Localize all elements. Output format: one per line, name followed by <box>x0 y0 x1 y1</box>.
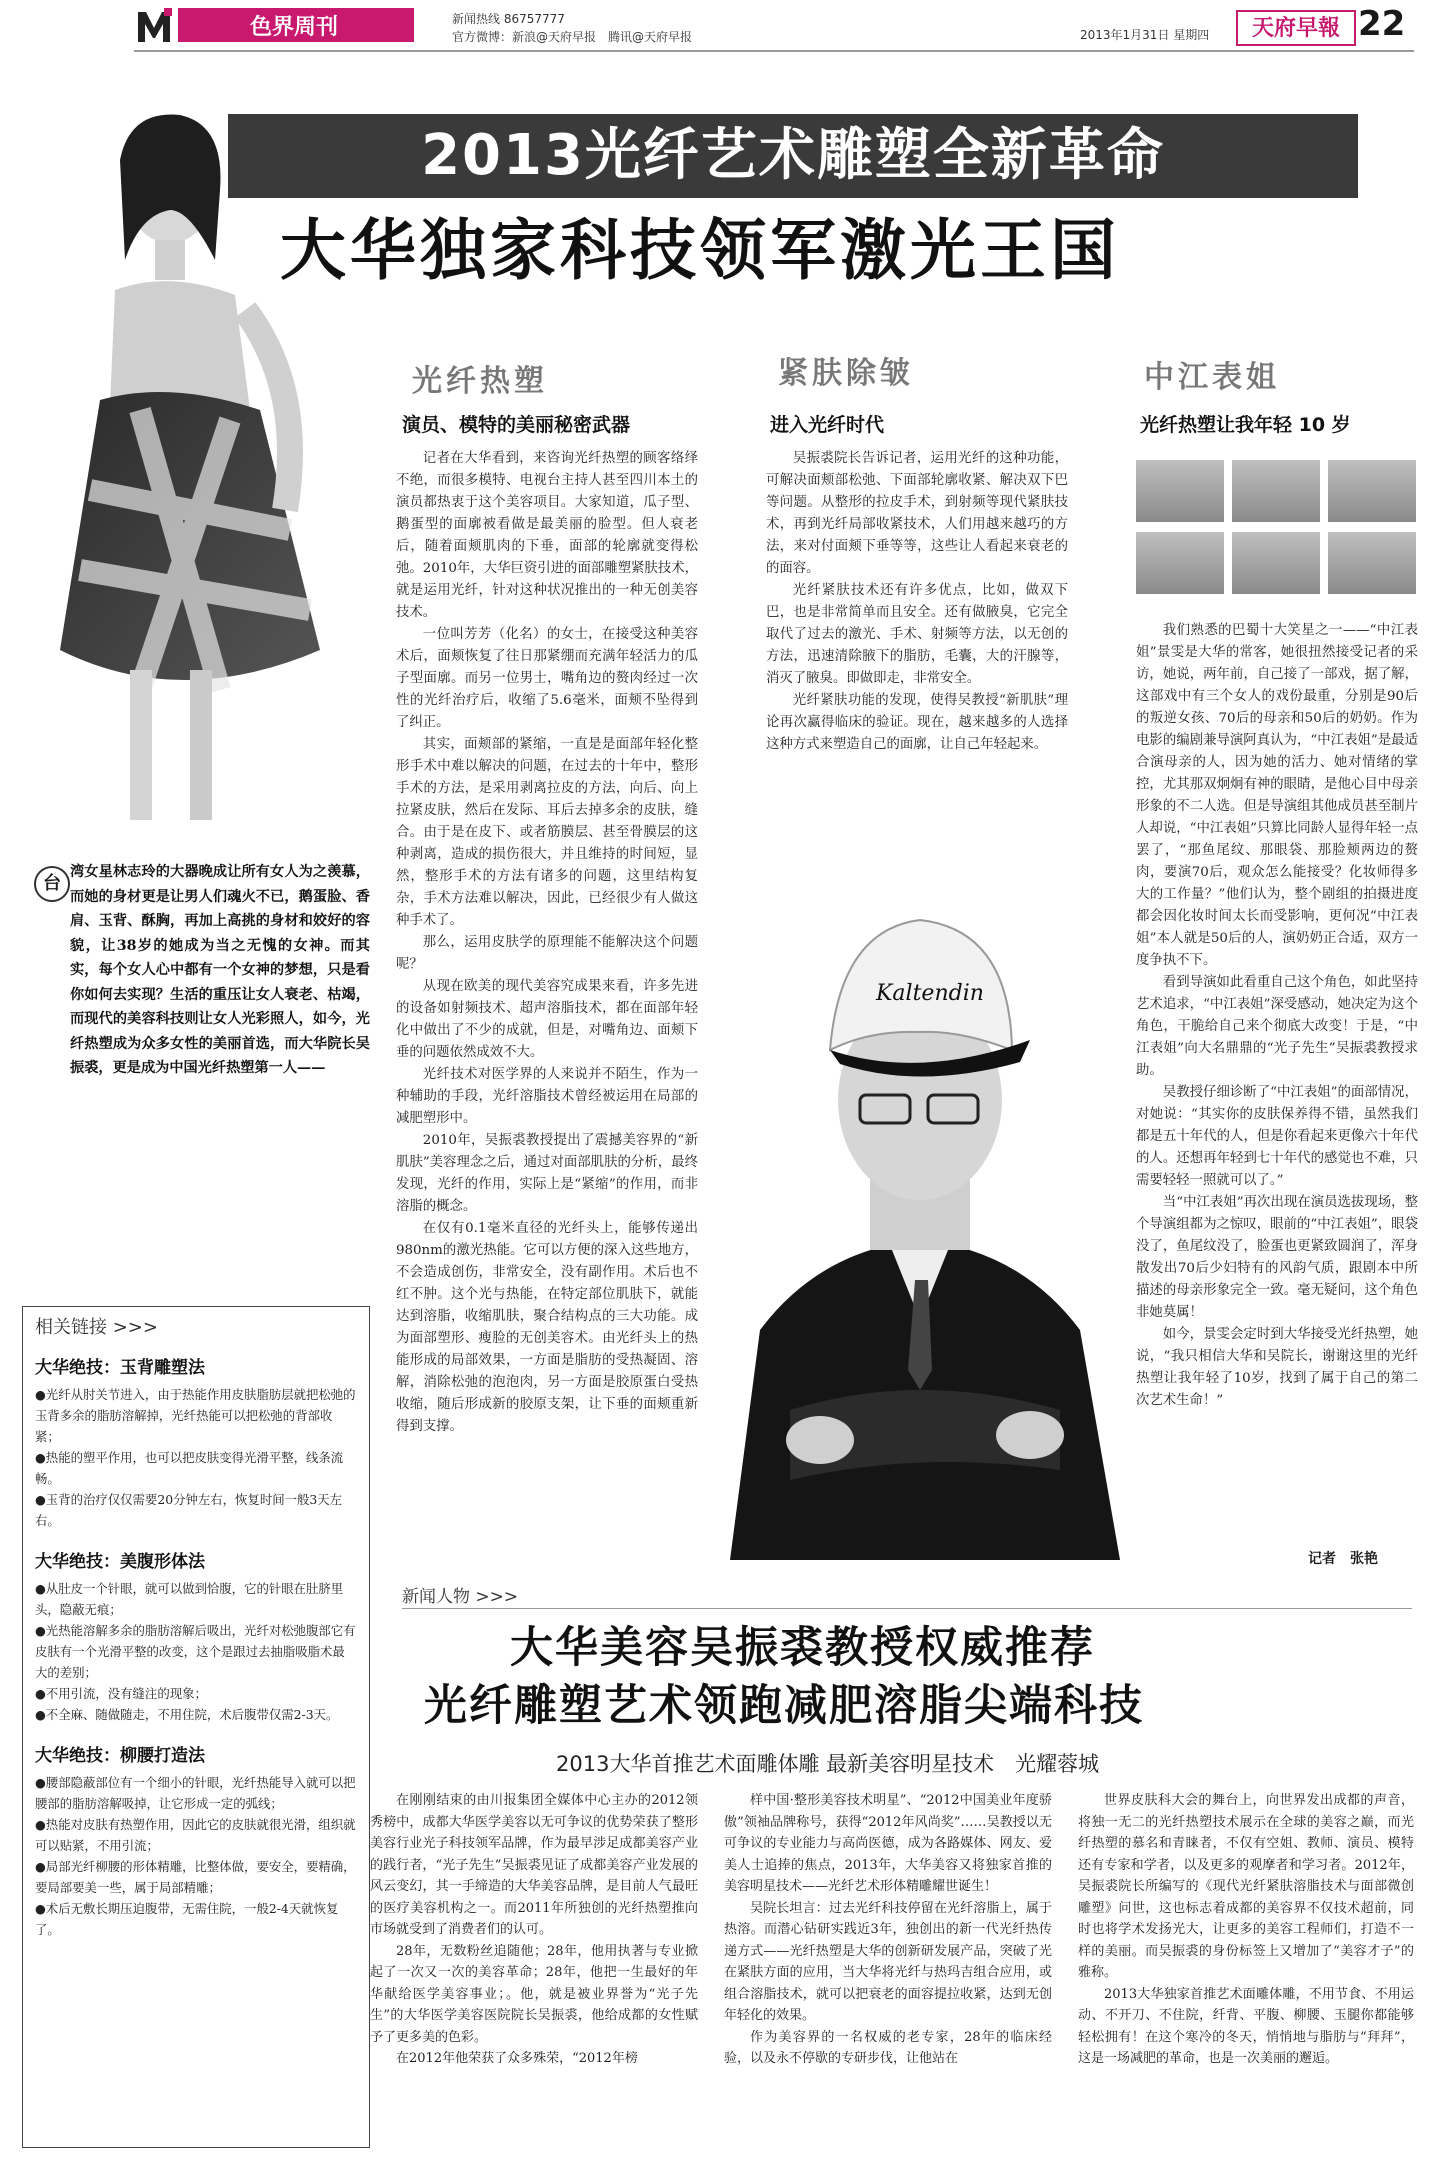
paragraph: 光纤紧肤技术还有许多优点，比如，做双下巴，也是非常简单而且安全。还有做腋臭，它完全取代了过去的激光、手术、射频等方法，以无创的方法，迅速清除腋下的脂肪，毛囊，大的汗腺等，消灭了腋臭。即做即走，非常安全。 <box>766 583 1068 686</box>
sidebar-spacer <box>35 1940 357 1950</box>
paper-masthead: 天府早報 <box>1236 10 1356 46</box>
news-rule <box>402 1608 1412 1609</box>
skin-photo <box>1328 532 1416 594</box>
sidebar-heading: 大华绝技：美腹形体法 <box>35 1552 205 1572</box>
sidebar-item: ●光热能溶解多余的脂肪溶解后吸出，光纤对松弛腹部它有皮肤有一个光滑平整的改变，这个是跟过去抽脂吸脂术最大的差别； <box>35 1623 356 1680</box>
news-col2 <box>724 1790 1052 2154</box>
sidebar-spacer <box>35 1531 357 1541</box>
sidebar-item: ●局部光纤柳腰的形体精雕，比整体做，要安全，要精确，要局部要美一些，属于局部精雕； <box>35 1859 356 1895</box>
paragraph: 其实，面颊部的紧缩，一直是是面部年轻化整形手术中难以解决的问题，在过去的十年中，整形手术的方法，是采用剥离拉皮的方法，向后、向上拉紧皮肤，然后在发际、耳后去掉多余的皮肤，缝合。由于是在皮下、或者筋膜层、甚至骨膜层的这种剥离，造成的损伤很大，并且维持的时间短，显然，整形手术的方法有诸多的问题，这里结构复杂，手术方法难以解决，因此，已经很少有人做这种手术了。 <box>396 737 698 928</box>
col2-kicker: 紧肤除皱 <box>778 356 914 391</box>
col2-subhead: 进入光纤时代 <box>770 414 885 436</box>
skin-photo <box>1232 532 1320 594</box>
portrait-photo <box>700 850 1140 1560</box>
news-col3 <box>1078 1790 1414 2154</box>
col1-subhead: 演员、模特的美丽秘密武器 <box>402 414 631 436</box>
paragraph: 如今，景雯会定时到大华接受光纤热塑，她说，“我只相信大华和吴院长，谢谢这里的光纤热塑让我年轻了10岁，找到了属于自己的第二次艺术生命！” <box>1136 1327 1418 1408</box>
sidebar-item: ●不全麻、随做随走，不用住院，术后腹带仅需2-3天。 <box>35 1707 339 1722</box>
paragraph: 世界皮肤科大会的舞台上，向世界发出成都的声音，将独一无二的光纤热塑技术展示在全球的美容之巅，而光纤热塑的慕名和青睐者，不仅有空姐、教师、演员、模特还有专家和学者，以及更多的观摩者和学习者。2012年，吴振裘院长所编写的《现代光纤紧肤溶脂技术与面部微创雕塑》问世，这也标志着成都的美容界不仅技术超前，同时也将学术发扬光大，让更多的美容工程师们，打造不一样的美丽。而吴振裘的身份标签上又增加了“美容才子”的雅称。 <box>1078 1793 1414 1980</box>
page-number: 22 <box>1358 4 1406 44</box>
col3-subhead: 光纤热塑让我年轻 10 岁 <box>1140 414 1351 436</box>
sidebar-spacer <box>35 1725 357 1735</box>
cap-logo-text: Kaltendin <box>876 981 984 1006</box>
caption-badge: 台 <box>34 866 70 902</box>
skin-photo <box>1136 532 1224 594</box>
col1-kicker: 光纤热塑 <box>412 364 548 399</box>
related-links-title: 相关链接 >>> <box>35 1317 158 1338</box>
header-rule <box>134 50 1414 52</box>
skin-photo <box>1328 460 1416 522</box>
paragraph: 吴振裘院长告诉记者，运用光纤的这种功能，可解决面颊部松弛、下面部轮廓收紧、解决双下巴等问题。从整形的拉皮手术，到射频等现代紧肤技术，再到光纤局部收紧技术，人们用越来越巧的方法，来对付面颊下垂等等，这些让人看起来衰老的的面容。 <box>766 451 1068 576</box>
main-headline: 2013光纤艺术雕塑全新革命 <box>228 114 1358 198</box>
sidebar-item: ●热能的塑平作用，也可以把皮肤变得光滑平整，线条流畅。 <box>35 1450 344 1486</box>
paragraph: 在刚刚结束的由川报集团全媒体中心主办的2012领秀榜中，成都大华医学美容以无可争议的优势荣获了整形美容行业光子科技领军品牌，作为最早涉足成都美容产业的践行者，“光子先生”吴振裘见证了成都美容产业发展的风云变幻，其一手缔造的大华美容品牌，是目前人气最旺的医疗美容机构之一。而2011年所独创的光纤热塑推向市场就受到了消费者们的认可。 <box>370 1793 698 1937</box>
paragraph: 2013大华独家首推艺术面雕体雕，不用节食、不用运动、不开刀、不住院，纤背、平腹、柳腰、玉腿你都能够轻松拥有！在这个寒冷的冬天，悄悄地与脂肪与“拜拜”，这是一场减肥的革命，也是一次美丽的邂逅。 <box>1078 1986 1414 2066</box>
sidebar-items <box>35 1772 357 1940</box>
skin-comparison-photos <box>1136 460 1418 600</box>
paragraph: 当“中江表姐”再次出现在演员选拔现场，整个导演组都为之惊叹，眼前的“中江表姐”，眼袋没了，鱼尾纹没了，脸蛋也更紧致圆润了，浑身散发出70后少妇特有的风韵气质，跟剧本中所描述的母亲形象完全一致。毫无疑问，这个角色非她莫属！ <box>1136 1195 1418 1320</box>
skin-photo <box>1136 460 1224 522</box>
skin-photo <box>1232 460 1320 522</box>
sidebar-item: ●热能对皮肤有热塑作用，因此它的皮肤就很光滑，组织就可以贴紧，不用引流； <box>35 1817 356 1853</box>
paragraph: 光纤紧肤功能的发现，使得吴教授“新肌肤”理论再次赢得临床的验证。现在，越来越多的人选择这种方式来塑造自己的面廓，让自己年轻起来。 <box>766 693 1068 752</box>
official-weibo: 官方微博：新浪@天府早报 腾讯@天府早报 <box>452 30 693 44</box>
paragraph: 28年，无数粉丝追随他；28年，他用执著与专业掀起了一次又一次的美容革命；28年，他把一生最好的年华献给医学美容事业；。他，就是被业界誉为“光子先生”的大华医学美容医院院长吴振裘，他给成都的女性赋予了更多美的色彩。 <box>370 1943 698 2045</box>
news-subheadline: 光纤雕塑艺术领跑减肥溶脂尖端科技 <box>424 1681 1144 1731</box>
sidebar-item: ●光纤从肘关节进入，由于热能作用皮肤脂肪层就把松弛的玉背多余的脂肪溶解掉，光纤热能可以把松弛的背部收紧； <box>35 1387 356 1444</box>
paragraph: 吴教授仔细诊断了“中江表姐”的面部情况，对她说：“其实你的皮肤保养得不错，虽然我们都是五十年代的人，但是你看起来更像六十年代的人。还想再年轻到七十年代的感觉也不难，只需要轻轻一照就可以了。” <box>1136 1085 1418 1188</box>
publisher-logo-icon <box>134 6 174 46</box>
col1-body <box>396 448 698 1578</box>
paragraph: 吴院长坦言：过去光纤科技停留在光纤溶脂上，属于热溶。而潜心钻研实践近3年，独创出的新一代光纤热传递方式——光纤热塑是大华的创新研发展产品，突破了光在紧肤方面的应用，当大华将光纤与热玛吉组合应用，或组合溶脂技术，就可以把衰老的面容提拉收紧，达到无创年轻化的效果。 <box>724 1900 1052 2023</box>
related-links-box <box>22 1306 370 2148</box>
news-label: 新闻人物 >>> <box>402 1587 519 1607</box>
paragraph: 光纤技术对医学界的人来说并不陌生，作为一种辅助的手段，光纤溶脂技术曾经被运用在局部的减肥塑形中。 <box>396 1067 698 1126</box>
sidebar-items <box>35 1384 357 1531</box>
sidebar-items <box>35 1578 357 1725</box>
model-photo <box>20 90 380 830</box>
news-tagline: 2013大华首推艺术面雕体雕 最新美容明星技术 光耀蓉城 <box>556 1752 1100 1776</box>
sidebar-item: ●玉背的治疗仅仅需要20分钟左右，恢复时间一般3天左右。 <box>35 1492 343 1528</box>
paragraph: 从现在欧美的现代美容究成果来看，许多先进的设备如射频技术、超声溶脂技术，都在面部年轻化中做出了不少的成就，但是，对嘴角边、面颊下垂的问题依然成效不大。 <box>396 979 698 1060</box>
col3-body <box>1136 620 1418 1540</box>
sidebar-item: ●不用引流，没有缝注的现象； <box>35 1686 207 1701</box>
sidebar-item: ●从肚皮一个针眼，就可以做到恰腹，它的针眼在肚脐里头，隐蔽无痕； <box>35 1581 344 1617</box>
section-name: 色界周刊 <box>250 14 339 40</box>
paragraph: 记者在大华看到，来咨询光纤热塑的顾客络绎不绝，而很多模特、电视台主持人甚至四川本土的演员都热衷于这个美容项目。大家知道，瓜子型、鹅蛋型的面廓被看做是最美丽的脸型。但人衰老后，随着面颊肌肉的下垂，面部的轮廓就变得松弛。2010年，大华巨资引进的面部雕塑紧肤技术，就是运用光纤，针对这种状况推出的一种无创美容技术。 <box>396 451 698 620</box>
paragraph: 那么，运用皮肤学的原理能不能解决这个问题呢？ <box>396 935 698 972</box>
news-hotline: 新闻热线 86757777 <box>452 12 565 26</box>
byline: 记者 张艳 <box>1308 1551 1378 1567</box>
sidebar-item: ●腰部隐蔽部位有一个细小的针眼，光纤热能导入就可以把腰部的脂肪溶解吸掉，让它形成一定的弧线； <box>35 1775 356 1811</box>
sidebar-item: ●术后无敷长期压迫腹带，无需住院，一般2-4天就恢复了。 <box>35 1901 339 1937</box>
sidebar-heading: 大华绝技：柳腰打造法 <box>35 1746 205 1766</box>
photo-caption: 湾女星林志玲的大器晚成让所有女人为之羡慕，而她的身材更是让男人们魂火不已，鹅蛋脸、香肩、玉背、酥胸，再加上高挑的身材和姣好的容貌，让38岁的她成为当之无愧的女神。而其实，每个女人心中都有一个女神的梦想，只是看你如何去实现？生活的重压让女人衰老、枯竭，而现代的美容科技则让女人光彩照人，如今，光纤热塑成为众多女性的美丽首选，而大华院长吴振裘，更是成为中国光纤热塑第一人—— <box>70 864 370 1076</box>
paragraph: 在仅有0.1毫米直径的光纤头上，能够传递出980nm的激光热能。它可以方便的深入这些地方，不会造成创伤，非常安全，没有副作用。术后也不红不肿。这个光与热能，在特定部位肌肤下，就能达到溶脂，收缩肌肤，聚合结构点的三大功能。成为面部塑形、瘦脸的无创美容术。由光纤头上的热能形成的局部效果，一方面是脂肪的受热凝固、溶解，消除松弛的泡泡肉，另一方面是胶原蛋白受热收缩，随后形成新的胶原支架，让下垂的面颊重新得到支撑。 <box>396 1221 698 1434</box>
col2-body <box>766 448 1068 828</box>
issue-date: 2013年1月31日 星期四 <box>1080 28 1210 42</box>
main-subheadline: 大华独家科技领军激光王国 <box>280 212 1120 289</box>
paragraph: 2010年，吴振裘教授提出了震撼美容界的“新肌肤”美容理念之后，通过对面部肌肤的分析，最终发现，光纤的作用，实际上是“紧缩”的作用，而非溶脂的概念。 <box>396 1133 698 1214</box>
paragraph: 一位叫芳芳（化名）的女士，在接受这种美容术后，面颊恢复了往日那紧绷而充满年轻活力的瓜子型面廓。而另一位男士，嘴角边的赘肉经过一次性的光纤治疗后，收缩了5.6毫米，面颊不坠得到了纠正。 <box>396 627 698 730</box>
col3-kicker: 中江表姐 <box>1144 360 1280 395</box>
sidebar-heading: 大华绝技：玉背雕塑法 <box>35 1358 205 1378</box>
news-col1 <box>370 1790 698 2154</box>
news-headline: 大华美容吴振裘教授权威推荐 <box>510 1623 1095 1673</box>
paragraph: 我们熟悉的巴蜀十大笑星之一——“中江表姐”景雯是大华的常客，她很扭然接受记者的采访，她说，两年前，自己接了一部戏，据了解，这部戏中有三个女人的戏份最重，分别是90后的叛逆女孩、70后的母亲和50后的奶奶。作为电影的编剧兼导演阿真认为，“中江表姐”是最适合演母亲的人，因为她的活力、她对情绪的掌控，尤其那双炯炯有神的眼睛，是他心目中母亲形象的不二人选。但是导演组其他成员甚至制片人却说，“中江表姐”只算比同龄人显得年轻一点罢了，“那鱼尾纹、那眼袋、那脸颊两边的赘肉，要演70后，观众怎么能接受？化妆师得多大的工作量？”他们认为，整个剧组的拍摄进度都会因化妆时间太长而受影响，更何况“中江表姐”本人就是50后的人，演奶奶正合适，双方一度争执不下。 <box>1136 623 1418 968</box>
paragraph: 样中国·整形美容技术明星”、“2012中国美业年度骄傲”领袖品牌称号，获得“2012年风尚奖”……吴教授以无可争议的专业能力与高尚医德，成为各路媒体、网友、爱美人士追捧的焦点，2013年，大华美容又将独家首推的美容明星技术——光纤艺术形体精雕耀世诞生！ <box>724 1793 1052 1894</box>
paragraph: 在2012年他荣获了众多殊荣，“2012年榜 <box>396 2051 638 2066</box>
paragraph: 看到导演如此看重自己这个角色，如此坚持艺术追求，“中江表姐”深受感动，她决定为这个角色，干脆给自己来个彻底大改变！于是，“中江表姐”向大名鼎鼎的“光子先生”吴振裘教授求助。 <box>1136 975 1418 1078</box>
paragraph: 作为美容界的一名权威的老专家，28年的临床经验，以及永不停歇的专研步伐，让他站在 <box>724 2029 1052 2066</box>
